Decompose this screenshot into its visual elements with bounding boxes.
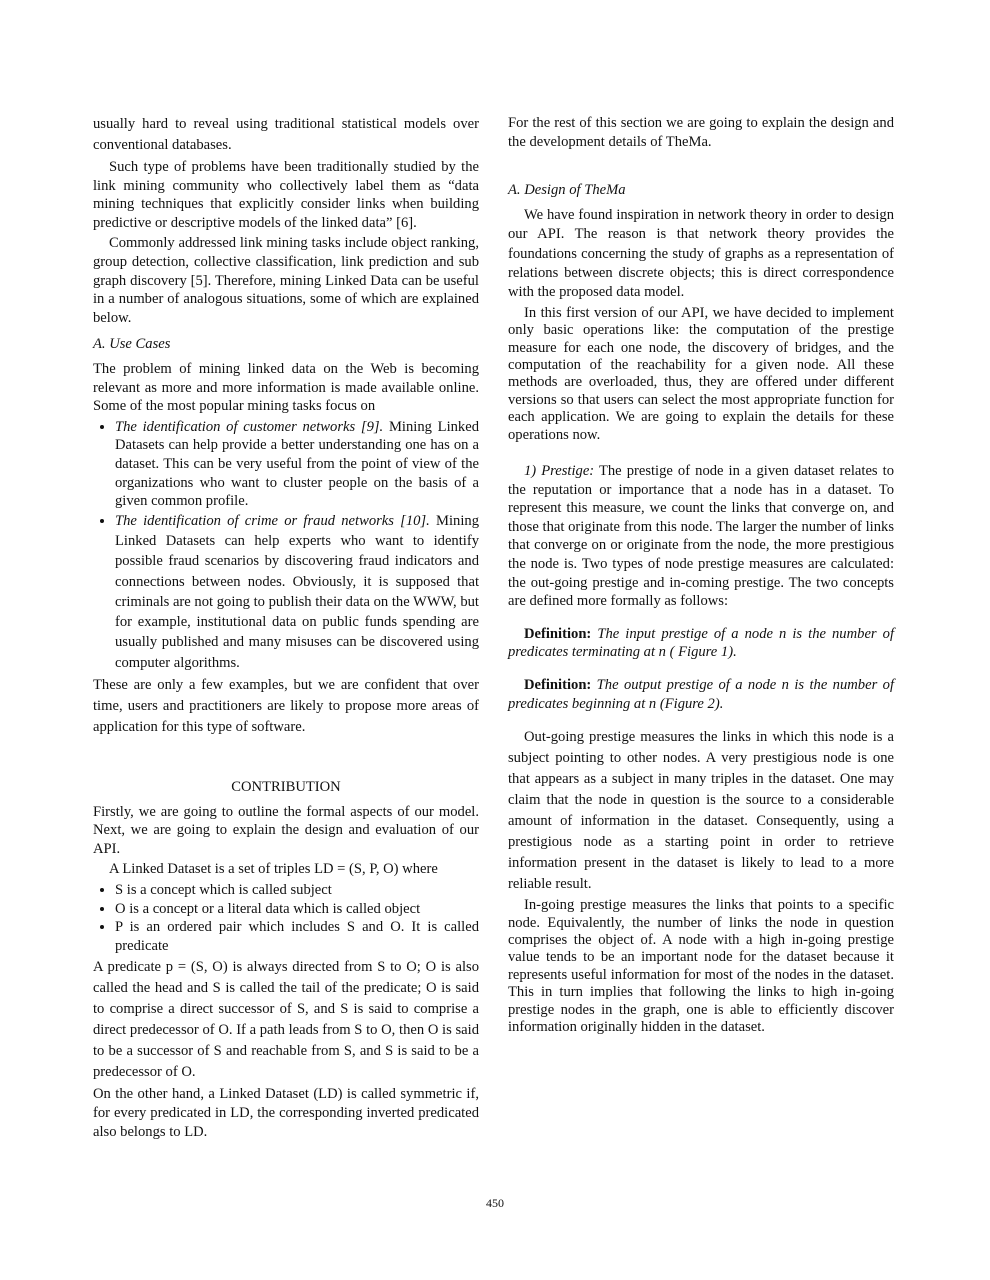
list-item-text: Mining Linked Datasets can help provide a better understanding one has on a dataset. This can be very useful from the point of view of the organizations who want to cluster people on the basis of a given common profile. <box>115 418 479 510</box>
definition-label: Definition: <box>524 625 592 642</box>
definition-text: The output prestige of a node n is the number of predicates beginning at n (Figure 2). <box>508 677 894 712</box>
list-item <box>115 418 479 511</box>
definition-text: The input prestige of a node n is the number of predicates terminating at n ( Figure 1). <box>508 625 894 661</box>
paragraph <box>508 462 894 611</box>
paragraph: These are only a few examples, but we are confident that over time, users and practitioners are likely to propose more areas of application for this type of software. <box>93 677 479 736</box>
page-number: 450 <box>486 1196 504 1210</box>
section-heading-use-cases: A. Use Cases <box>93 336 171 353</box>
paragraph: Such type of problems have been traditionally studied by the link mining community who collectively label them as “data mining techniques that explicitly consider links when building predictive or descriptive models of the linked data” [6]. <box>93 159 479 231</box>
paragraph: usually hard to reveal using traditional statistical models over conventional databases. <box>93 116 479 153</box>
left-column <box>93 114 479 1143</box>
definition-input-prestige <box>508 625 894 662</box>
section-heading-design: A. Design of TheMa <box>508 182 626 199</box>
list-item: • O is a concept or a literal data which is called object <box>115 900 479 919</box>
list-item: • P is an ordered pair which includes S and O. It is called predicate <box>115 918 479 955</box>
paragraph: In-going prestige measures the links that points to a specific node. Equivalently, the number of links the node in question comprises the object of. A node with a high in-going prestige value tends to be an important node for the dataset because it represents useful information for most of the nodes in the dataset. This in turn implies that following the links to high in-going prestige nodes in the graph, one is able to efficiently discover information originally hidden in the dataset. <box>508 897 894 1036</box>
paragraph: We have found inspiration in network theory in order to design our API. The reason is that network theory provides the foundations concerning the study of graphs as a representation of relations between discrete objects; this is direct correspondence with the proposed data model. <box>508 206 894 301</box>
paragraph-text: The prestige of node in a given dataset relates to the reputation or importance that a node has in a dataset. To represent this measure, we count the links that converge on, and those that originate from this node. The larger the number of links that converge on or originate from the node, the more prestigious the node is. Two types of node prestige measures are calculated: the out-going prestige and in-coming prestige. The two concepts are defined more formally as follows: <box>508 463 894 610</box>
section-heading-contribution: CONTRIBUTION <box>231 779 341 796</box>
list-item: • S is a concept which is called subject <box>115 881 479 900</box>
paragraph: Commonly addressed link mining tasks include object ranking, group detection, collective classification, link prediction and sub graph discovery [5]. Therefore, mining Linked Data can be useful in a number of analogous situations, some of which are explained below. <box>93 235 479 326</box>
use-case-list <box>93 418 479 673</box>
list-item-text: Mining Linked Datasets can help experts who want to identify possible fraud scenarios by discovering fraud indicators and connections between nodes. Obviously, it is supposed that criminals are not going to publish their data on the WWW, but for example, institutional data on public funds spending are usually published and many misuses can be discovered using computer algorithms. <box>115 512 480 671</box>
definition-label: Definition: <box>524 677 592 693</box>
right-column <box>508 114 894 1038</box>
paragraph: Out-going prestige measures the links in which this node is a subject pointing to other nodes. A very prestigious node is one that appears as a subject in many triples in the dataset. One may claim that the node in question is the source to a considerable amount of information in the dataset. Consequently, using a prestigious node as a starting point in order to retrieve information present in the dataset is likely to lead to a more reliable result. <box>508 729 894 893</box>
paragraph: A predicate p = (S, O) is always directed from S to O; O is also called the head and S is called the tail of the predicate; O is said to comprise a direct successor of S, and S is said to comprise a direct predecessor of O. If a path leads from S to O, then O is said to be a successor of S and reachable from S, and S is said to be a predecessor of O. <box>93 959 479 1081</box>
paragraph: A Linked Dataset is a set of triples LD = (S, P, O) where <box>109 861 438 878</box>
list-item <box>115 511 479 673</box>
paragraph: The problem of mining linked data on the Web is becoming relevant as more and more information is made available online. Some of the most popular mining tasks focus on <box>93 360 479 415</box>
paragraph: On the other hand, a Linked Dataset (LD) is called symmetric if, for every predicated in LD, the corresponding inverted predicated also belongs to LD. <box>93 1086 479 1140</box>
list-item-title: The identification of crime or fraud networks [10]. <box>115 512 430 529</box>
triple-definition-list <box>93 881 479 955</box>
paragraph: For the rest of this section we are going to explain the design and the development details of TheMa. <box>508 115 894 150</box>
paragraph: Firstly, we are going to outline the formal aspects of our model. Next, we are going to explain the design and evaluation of our API. <box>93 803 479 857</box>
subsection-label-prestige: 1) Prestige: <box>524 463 595 480</box>
definition-output-prestige <box>508 676 894 713</box>
list-item-title: The identification of customer networks [9]. <box>115 418 384 435</box>
paragraph: In this first version of our API, we have decided to implement only basic operations like: the computation of the prestige measure for each one node, the discovery of bridges, and the computation of the reachability for a given node. All these methods are overloaded, thus, they are offered under different versions so that users can select the most appropriate function for each application. We are going to explain the details for these operations now. <box>508 304 894 443</box>
